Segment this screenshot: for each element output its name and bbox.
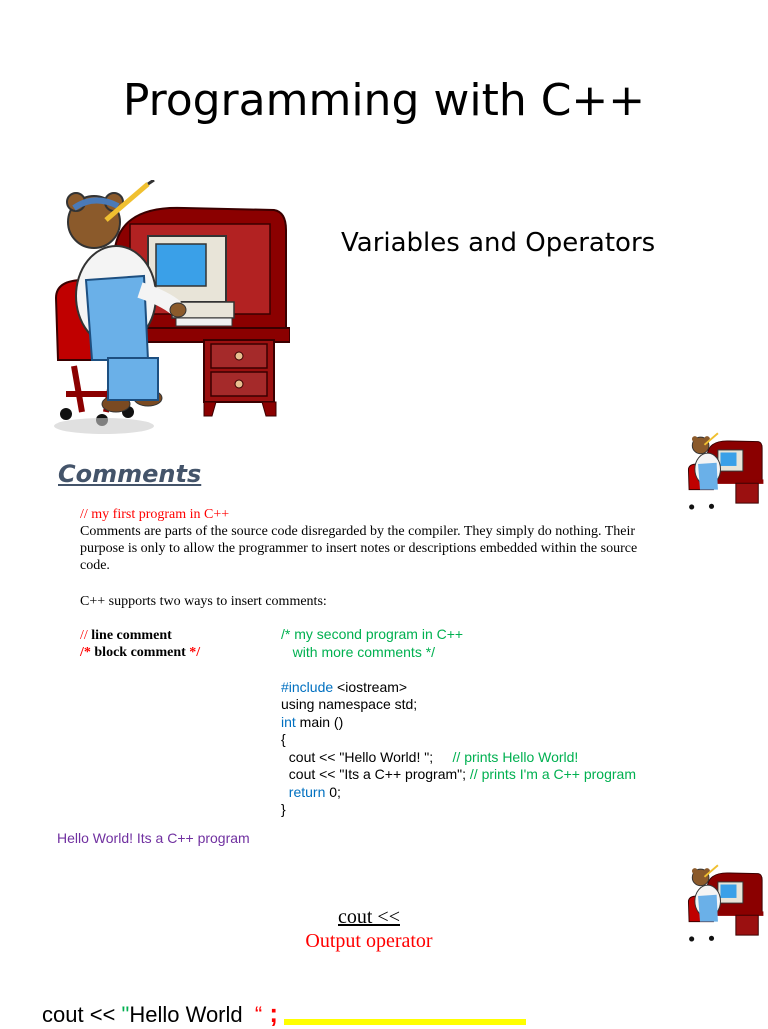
code-keyword: return <box>288 783 326 800</box>
comments-description <box>80 506 660 574</box>
code-line: /* my second program in C++ <box>281 626 464 642</box>
code-text: <iostream> <box>333 678 408 695</box>
code-line: } <box>281 801 286 817</box>
output-operator-caption: Output operator <box>305 930 433 952</box>
code-line <box>281 766 636 784</box>
program-output: Hello World! Its a C++ program <box>57 830 250 846</box>
first-program-comment: // my first program in C++ <box>80 507 230 522</box>
code-line: { <box>281 731 286 747</box>
block-comment-text: block comment <box>94 645 186 660</box>
comments-explanation: Comments are parts of the source code disregarded by the compiler. They simply do nothing. Their purpose is only to allow the programmer to insert notes or descriptions embedded within the source code. <box>80 524 638 573</box>
page-title: Programming with C++ <box>122 75 646 126</box>
block-comment-open: /* <box>80 645 91 660</box>
code-line: using namespace std; <box>281 696 418 712</box>
line-comment-label <box>80 627 172 644</box>
code-keyword: #include <box>281 678 334 695</box>
line-comment-text: line comment <box>91 628 172 643</box>
bottom-code-close-quote: “ <box>254 1002 263 1027</box>
page-subtitle: Variables and Operators <box>341 228 656 258</box>
line-comment-marker: // <box>80 628 88 643</box>
code-text: 0; <box>325 783 341 800</box>
comments-heading: Comments <box>58 460 202 488</box>
bear-at-computer-clipart-small-icon <box>684 432 764 514</box>
bottom-code-semicolon: ; <box>262 998 279 1028</box>
two-ways-text: C++ supports two ways to insert comments: <box>80 594 327 609</box>
code-text: main () <box>295 713 344 730</box>
bottom-code-text: Hello World <box>129 1002 255 1027</box>
code-text: cout << "Hello World! "; <box>281 748 453 765</box>
code-text: cout << "Its a C++ program"; <box>281 766 470 782</box>
code-sample <box>281 626 636 819</box>
code-keyword: int <box>281 713 296 730</box>
code-line <box>281 784 636 802</box>
bottom-code-line <box>42 998 278 1029</box>
bottom-code-open-quote: " <box>121 1002 130 1027</box>
code-blank-line <box>281 661 636 679</box>
code-line: with more comments */ <box>281 643 436 660</box>
code-comment: // prints I'm a C++ program <box>469 766 636 782</box>
bottom-code-prefix: cout << <box>42 1002 122 1027</box>
cout-operator-label: cout << <box>338 906 400 928</box>
block-comment-close: */ <box>189 645 201 660</box>
bear-at-computer-clipart-large-icon <box>44 180 290 436</box>
code-indent <box>281 784 289 800</box>
code-line <box>281 679 636 697</box>
code-line <box>281 749 636 767</box>
yellow-highlight-bar <box>284 1019 526 1025</box>
code-comment: // prints Hello World! <box>452 748 579 765</box>
block-comment-label <box>80 644 200 661</box>
code-line <box>281 714 636 732</box>
